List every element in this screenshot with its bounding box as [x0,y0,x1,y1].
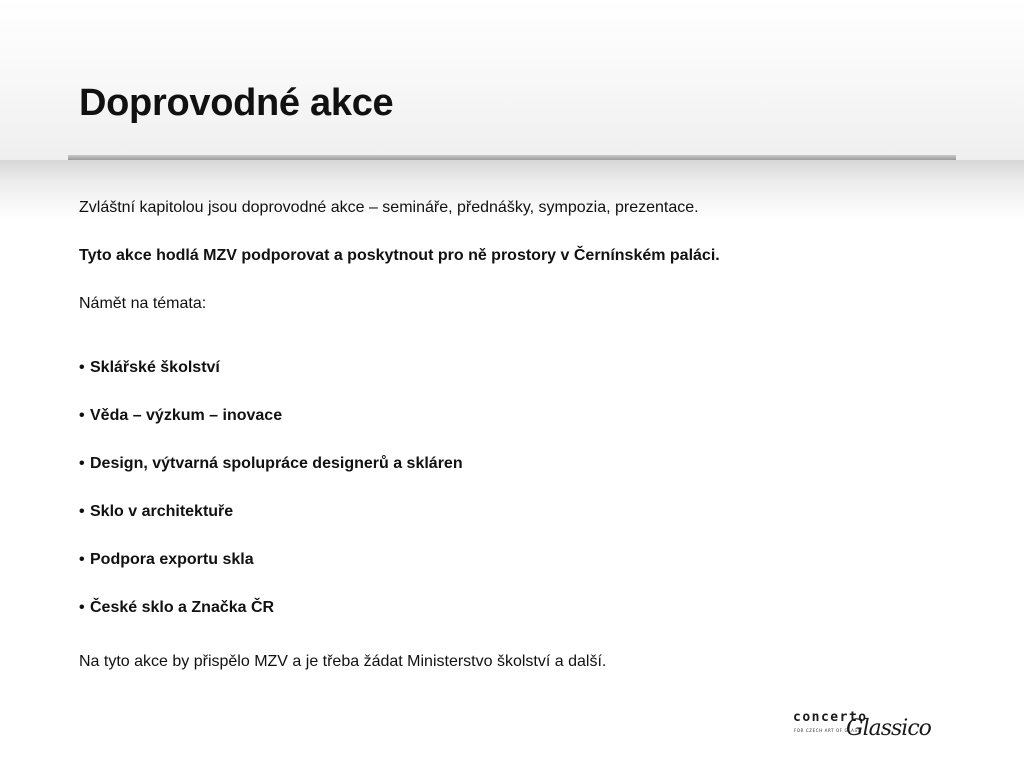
title-divider [68,155,956,160]
intro-paragraph: Zvláštní kapitolou jsou doprovodné akce – semináře, přednášky, sympozia, prezentace. [79,199,699,216]
bullet-text: České sklo a Značka ČR [90,599,275,616]
topics-heading: Námět na témata: [79,295,207,312]
slide-title: Doprovodné akce [79,82,394,124]
highlight-paragraph: Tyto akce hodlá MZV podporovat a poskytnout pro ně prostory v Černínském paláci. [79,247,720,264]
bullet-marker: • [79,503,85,520]
bullet-item [79,358,220,378]
bullet-text: Design, výtvarná spolupráce designerů a skláren [90,455,463,472]
bullet-item [79,550,254,570]
bullet-text: Podpora exportu skla [90,551,254,568]
bullet-text: Sklářské školství [90,359,220,376]
logo-tagline: FOR CZECH ART OF GLASS [794,728,861,733]
bullet-marker: • [79,407,85,424]
bullet-text: Sklo v architektuře [90,503,234,520]
closing-paragraph: Na tyto akce by přispělo MZV a je třeba žádat Ministerstvo školství a další. [79,653,607,670]
logo-wordmark: concerto [793,710,868,725]
bullet-item [79,406,282,426]
bullet-marker: • [79,599,85,616]
bullet-item [79,598,274,618]
concerto-glassico-logo [790,702,931,762]
header-band [0,0,1024,160]
bullet-item [79,454,463,474]
bullet-marker: • [79,551,85,568]
bullet-item [79,502,233,522]
bullet-text: Věda – výzkum – inovace [90,407,283,424]
bullet-marker: • [79,455,85,472]
logo-script: Glassico [846,716,931,741]
bullet-marker: • [79,359,85,376]
